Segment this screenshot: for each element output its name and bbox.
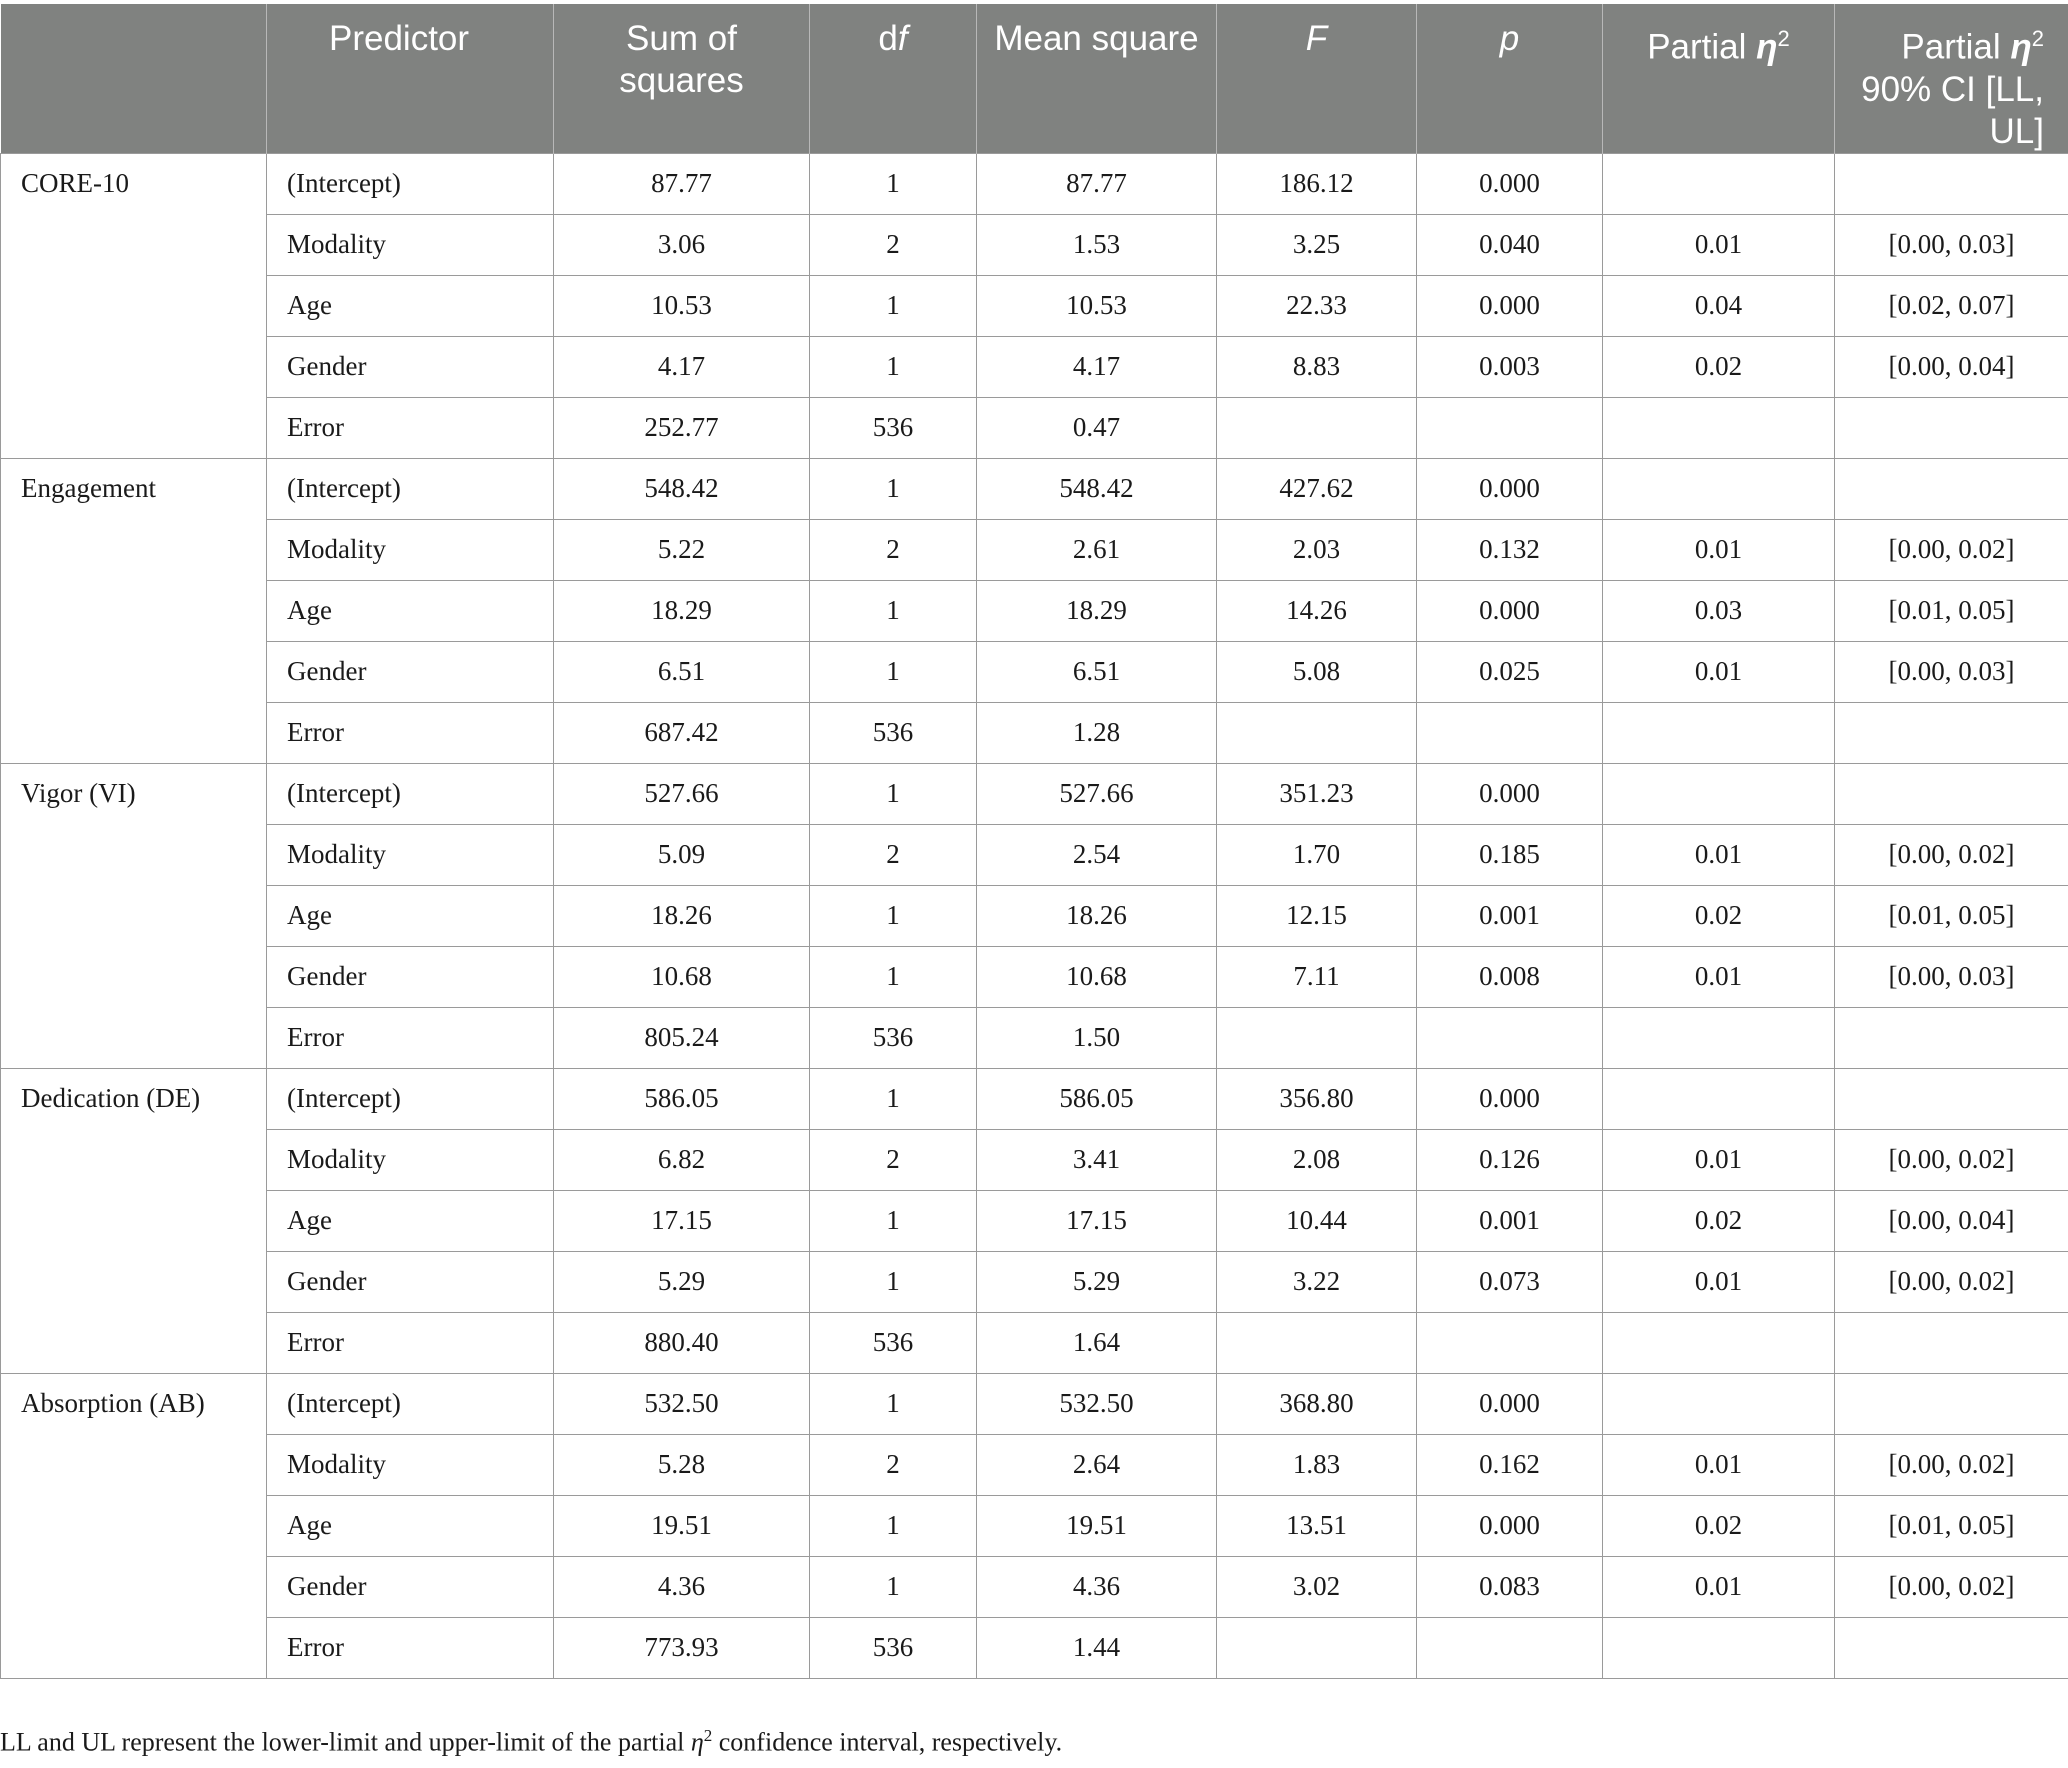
f-value-cell: 5.08 <box>1217 641 1417 702</box>
df-cell: 1 <box>810 1495 977 1556</box>
table-row <box>1 1068 2068 1129</box>
sum-of-squares-cell: 586.05 <box>554 1068 810 1129</box>
partial-eta-ci-cell: [0.00, 0.02] <box>1835 1434 2068 1495</box>
p-value-cell: 0.003 <box>1417 336 1603 397</box>
predictor-cell: (Intercept) <box>267 763 554 824</box>
partial-eta-cell: 0.02 <box>1603 1495 1835 1556</box>
predictor-cell: Modality <box>267 824 554 885</box>
f-value-cell: 3.02 <box>1217 1556 1417 1617</box>
df-cell: 1 <box>810 275 977 336</box>
p-value-cell: 0.073 <box>1417 1251 1603 1312</box>
mean-square-cell: 4.36 <box>977 1556 1217 1617</box>
partial-eta-cell <box>1603 1373 1835 1434</box>
sum-of-squares-cell: 17.15 <box>554 1190 810 1251</box>
mean-square-cell: 19.51 <box>977 1495 1217 1556</box>
table-row <box>1 275 2068 336</box>
f-value-cell: 3.22 <box>1217 1251 1417 1312</box>
mean-square-cell: 18.26 <box>977 885 1217 946</box>
partial-eta-cell: 0.04 <box>1603 275 1835 336</box>
p-value-cell: 0.185 <box>1417 824 1603 885</box>
mean-square-cell: 17.15 <box>977 1190 1217 1251</box>
table-footnote: LL and UL represent the lower-limit and upper-limit of the partial $\eta^2$ confidence interval, respectively. <box>0 1726 1063 1757</box>
partial-eta-ci-cell <box>1835 458 2068 519</box>
partial-eta-ci-cell: [0.00, 0.02] <box>1835 824 2068 885</box>
partial-eta-ci-cell <box>1835 1068 2068 1129</box>
sum-of-squares-cell: 5.09 <box>554 824 810 885</box>
f-value-cell: 14.26 <box>1217 580 1417 641</box>
p-value-cell: 0.000 <box>1417 763 1603 824</box>
sum-of-squares-cell: 6.82 <box>554 1129 810 1190</box>
mean-square-cell: 3.41 <box>977 1129 1217 1190</box>
df-cell: 1 <box>810 1251 977 1312</box>
mean-square-cell: 0.47 <box>977 397 1217 458</box>
mean-square-cell: 10.53 <box>977 275 1217 336</box>
predictor-cell: Modality <box>267 1434 554 1495</box>
partial-eta-cell: 0.01 <box>1603 1556 1835 1617</box>
p-value-cell <box>1417 1007 1603 1068</box>
predictor-cell: Gender <box>267 946 554 1007</box>
df-cell: 1 <box>810 336 977 397</box>
partial-eta-ci-cell: [0.00, 0.02] <box>1835 1556 2068 1617</box>
sum-of-squares-cell: 773.93 <box>554 1617 810 1678</box>
partial-eta-ci-cell: [0.00, 0.03] <box>1835 214 2068 275</box>
table-header <box>1 4 2068 153</box>
predictor-cell: (Intercept) <box>267 1068 554 1129</box>
mean-square-cell: 532.50 <box>977 1373 1217 1434</box>
table-body <box>1 153 2068 1678</box>
table-row <box>1 641 2068 702</box>
sum-of-squares-cell: 5.28 <box>554 1434 810 1495</box>
df-cell: 1 <box>810 946 977 1007</box>
p-value-cell: 0.083 <box>1417 1556 1603 1617</box>
partial-eta-cell: 0.01 <box>1603 1251 1835 1312</box>
partial-eta-cell: 0.01 <box>1603 1129 1835 1190</box>
predictor-cell: (Intercept) <box>267 458 554 519</box>
mean-square-cell: 2.54 <box>977 824 1217 885</box>
mean-square-cell: 5.29 <box>977 1251 1217 1312</box>
p-value-cell: 0.126 <box>1417 1129 1603 1190</box>
mean-square-cell: 1.50 <box>977 1007 1217 1068</box>
partial-eta-cell <box>1603 1617 1835 1678</box>
mean-square-cell: 2.61 <box>977 519 1217 580</box>
partial-eta-ci-cell: [0.00, 0.03] <box>1835 641 2068 702</box>
df-cell: 1 <box>810 763 977 824</box>
df-cell: 2 <box>810 519 977 580</box>
sum-of-squares-cell: 4.36 <box>554 1556 810 1617</box>
f-value-cell: 3.25 <box>1217 214 1417 275</box>
f-value-cell <box>1217 702 1417 763</box>
partial-eta-ci-cell: [0.01, 0.05] <box>1835 1495 2068 1556</box>
predictor-cell: Gender <box>267 1251 554 1312</box>
group-label-cell: Engagement <box>1 458 267 763</box>
header-group <box>1 4 267 153</box>
mean-square-cell: 6.51 <box>977 641 1217 702</box>
sum-of-squares-cell: 5.29 <box>554 1251 810 1312</box>
group-label-cell: Vigor (VI) <box>1 763 267 1068</box>
partial-eta-cell <box>1603 763 1835 824</box>
f-value-cell <box>1217 397 1417 458</box>
mean-square-cell: 1.64 <box>977 1312 1217 1373</box>
f-value-cell <box>1217 1312 1417 1373</box>
table-row <box>1 580 2068 641</box>
table-row <box>1 1495 2068 1556</box>
table-row <box>1 946 2068 1007</box>
partial-eta-ci-cell <box>1835 153 2068 214</box>
partial-eta-cell <box>1603 153 1835 214</box>
header-df: df <box>810 4 977 153</box>
table-row <box>1 702 2068 763</box>
predictor-cell: Gender <box>267 641 554 702</box>
mean-square-cell: 1.44 <box>977 1617 1217 1678</box>
partial-eta-cell: 0.01 <box>1603 214 1835 275</box>
partial-eta-ci-cell: [0.00, 0.04] <box>1835 1190 2068 1251</box>
predictor-cell: (Intercept) <box>267 1373 554 1434</box>
df-cell: 1 <box>810 1373 977 1434</box>
f-value-cell: 8.83 <box>1217 336 1417 397</box>
partial-eta-ci-cell: [0.00, 0.04] <box>1835 336 2068 397</box>
mean-square-cell: 2.64 <box>977 1434 1217 1495</box>
sum-of-squares-cell: 5.22 <box>554 519 810 580</box>
sum-of-squares-cell: 880.40 <box>554 1312 810 1373</box>
partial-eta-ci-cell <box>1835 1617 2068 1678</box>
df-cell: 536 <box>810 1617 977 1678</box>
table-row <box>1 1617 2068 1678</box>
partial-eta-cell <box>1603 397 1835 458</box>
df-cell: 1 <box>810 580 977 641</box>
sum-of-squares-cell: 548.42 <box>554 458 810 519</box>
predictor-cell: Gender <box>267 336 554 397</box>
f-value-cell: 351.23 <box>1217 763 1417 824</box>
p-value-cell: 0.000 <box>1417 580 1603 641</box>
f-value-cell: 186.12 <box>1217 153 1417 214</box>
table-row <box>1 885 2068 946</box>
df-cell: 1 <box>810 641 977 702</box>
df-cell: 1 <box>810 1556 977 1617</box>
partial-eta-cell: 0.01 <box>1603 1434 1835 1495</box>
sum-of-squares-cell: 252.77 <box>554 397 810 458</box>
table-row <box>1 1251 2068 1312</box>
f-value-cell: 2.03 <box>1217 519 1417 580</box>
p-value-cell <box>1417 702 1603 763</box>
partial-eta-ci-cell <box>1835 763 2068 824</box>
predictor-cell: Error <box>267 397 554 458</box>
table-row <box>1 458 2068 519</box>
partial-eta-ci-cell: [0.00, 0.03] <box>1835 946 2068 1007</box>
mean-square-cell: 18.29 <box>977 580 1217 641</box>
mean-square-cell: 4.17 <box>977 336 1217 397</box>
df-cell: 1 <box>810 153 977 214</box>
p-value-cell: 0.000 <box>1417 153 1603 214</box>
sum-of-squares-cell: 18.26 <box>554 885 810 946</box>
f-value-cell: 427.62 <box>1217 458 1417 519</box>
header-mean-square: Mean square <box>977 4 1217 153</box>
group-label-cell: CORE-10 <box>1 153 267 458</box>
f-value-cell: 368.80 <box>1217 1373 1417 1434</box>
partial-eta-ci-cell: [0.01, 0.05] <box>1835 885 2068 946</box>
table-row <box>1 336 2068 397</box>
df-cell: 1 <box>810 885 977 946</box>
f-value-cell: 22.33 <box>1217 275 1417 336</box>
partial-eta-cell <box>1603 1007 1835 1068</box>
predictor-cell: (Intercept) <box>267 153 554 214</box>
predictor-cell: Error <box>267 1007 554 1068</box>
predictor-cell: Age <box>267 275 554 336</box>
partial-eta-ci-cell: [0.02, 0.07] <box>1835 275 2068 336</box>
mean-square-cell: 10.68 <box>977 946 1217 1007</box>
partial-eta-cell <box>1603 458 1835 519</box>
df-cell: 1 <box>810 1190 977 1251</box>
f-value-cell: 1.70 <box>1217 824 1417 885</box>
predictor-cell: Age <box>267 1495 554 1556</box>
predictor-cell: Error <box>267 1312 554 1373</box>
header-partial-eta: Partial $\eta^2$ <box>1603 4 1835 153</box>
header-sum-of-squares: Sum of squares <box>554 4 810 153</box>
p-value-cell: 0.000 <box>1417 1068 1603 1129</box>
sum-of-squares-cell: 527.66 <box>554 763 810 824</box>
mean-square-cell: 527.66 <box>977 763 1217 824</box>
f-value-cell: 12.15 <box>1217 885 1417 946</box>
mean-square-cell: 1.53 <box>977 214 1217 275</box>
table-row <box>1 1312 2068 1373</box>
partial-eta-cell: 0.01 <box>1603 946 1835 1007</box>
table-row <box>1 1007 2068 1068</box>
partial-eta-cell: 0.02 <box>1603 1190 1835 1251</box>
df-cell: 536 <box>810 397 977 458</box>
partial-eta-cell: 0.01 <box>1603 824 1835 885</box>
p-value-cell <box>1417 1312 1603 1373</box>
predictor-cell: Modality <box>267 214 554 275</box>
f-value-cell: 10.44 <box>1217 1190 1417 1251</box>
mean-square-cell: 87.77 <box>977 153 1217 214</box>
sum-of-squares-cell: 6.51 <box>554 641 810 702</box>
predictor-cell: Age <box>267 1190 554 1251</box>
p-value-cell: 0.001 <box>1417 885 1603 946</box>
df-cell: 2 <box>810 214 977 275</box>
table-row <box>1 824 2068 885</box>
p-value-cell: 0.001 <box>1417 1190 1603 1251</box>
partial-eta-ci-cell: [0.00, 0.02] <box>1835 1251 2068 1312</box>
mean-square-cell: 1.28 <box>977 702 1217 763</box>
partial-eta-ci-cell: [0.00, 0.02] <box>1835 1129 2068 1190</box>
mean-square-cell: 548.42 <box>977 458 1217 519</box>
predictor-cell: Gender <box>267 1556 554 1617</box>
p-value-cell: 0.132 <box>1417 519 1603 580</box>
partial-eta-ci-cell <box>1835 1312 2068 1373</box>
df-cell: 536 <box>810 1312 977 1373</box>
predictor-cell: Error <box>267 702 554 763</box>
predictor-cell: Modality <box>267 519 554 580</box>
partial-eta-ci-cell: [0.01, 0.05] <box>1835 580 2068 641</box>
f-value-cell <box>1217 1007 1417 1068</box>
predictor-cell: Age <box>267 580 554 641</box>
f-value-cell: 7.11 <box>1217 946 1417 1007</box>
df-cell: 2 <box>810 1129 977 1190</box>
p-value-cell: 0.008 <box>1417 946 1603 1007</box>
sum-of-squares-cell: 10.68 <box>554 946 810 1007</box>
df-cell: 536 <box>810 1007 977 1068</box>
f-value-cell: 2.08 <box>1217 1129 1417 1190</box>
df-cell: 536 <box>810 702 977 763</box>
header-p: p <box>1417 4 1603 153</box>
partial-eta-cell <box>1603 1068 1835 1129</box>
partial-eta-cell: 0.01 <box>1603 641 1835 702</box>
sum-of-squares-cell: 532.50 <box>554 1373 810 1434</box>
partial-eta-ci-cell <box>1835 1373 2068 1434</box>
table-row <box>1 1190 2068 1251</box>
group-label-cell: Absorption (AB) <box>1 1373 267 1678</box>
f-value-cell <box>1217 1617 1417 1678</box>
partial-eta-cell: 0.03 <box>1603 580 1835 641</box>
p-value-cell <box>1417 1617 1603 1678</box>
sum-of-squares-cell: 19.51 <box>554 1495 810 1556</box>
table-row <box>1 519 2068 580</box>
predictor-cell: Error <box>267 1617 554 1678</box>
p-value-cell: 0.000 <box>1417 1373 1603 1434</box>
header-partial-eta-ci: Partial $\eta^2$ 90% CI [LL, UL] <box>1835 4 2068 153</box>
header-predictor: Predictor <box>267 4 554 153</box>
table-row <box>1 153 2068 214</box>
anova-table <box>0 4 2068 1679</box>
partial-eta-cell <box>1603 1312 1835 1373</box>
p-value-cell: 0.000 <box>1417 1495 1603 1556</box>
table-row <box>1 1556 2068 1617</box>
header-f: F <box>1217 4 1417 153</box>
group-label-cell: Dedication (DE) <box>1 1068 267 1373</box>
sum-of-squares-cell: 4.17 <box>554 336 810 397</box>
table-row <box>1 763 2068 824</box>
p-value-cell <box>1417 397 1603 458</box>
f-value-cell: 356.80 <box>1217 1068 1417 1129</box>
sum-of-squares-cell: 805.24 <box>554 1007 810 1068</box>
sum-of-squares-cell: 10.53 <box>554 275 810 336</box>
sum-of-squares-cell: 3.06 <box>554 214 810 275</box>
f-value-cell: 13.51 <box>1217 1495 1417 1556</box>
table-row <box>1 1373 2068 1434</box>
table-row <box>1 397 2068 458</box>
p-value-cell: 0.000 <box>1417 458 1603 519</box>
df-cell: 2 <box>810 1434 977 1495</box>
p-value-cell: 0.000 <box>1417 275 1603 336</box>
mean-square-cell: 586.05 <box>977 1068 1217 1129</box>
sum-of-squares-cell: 18.29 <box>554 580 810 641</box>
p-value-cell: 0.040 <box>1417 214 1603 275</box>
predictor-cell: Modality <box>267 1129 554 1190</box>
df-cell: 2 <box>810 824 977 885</box>
predictor-cell: Age <box>267 885 554 946</box>
sum-of-squares-cell: 87.77 <box>554 153 810 214</box>
partial-eta-ci-cell <box>1835 1007 2068 1068</box>
p-value-cell: 0.025 <box>1417 641 1603 702</box>
partial-eta-ci-cell <box>1835 397 2068 458</box>
partial-eta-cell <box>1603 702 1835 763</box>
partial-eta-ci-cell: [0.00, 0.02] <box>1835 519 2068 580</box>
partial-eta-cell: 0.02 <box>1603 336 1835 397</box>
partial-eta-cell: 0.01 <box>1603 519 1835 580</box>
sum-of-squares-cell: 687.42 <box>554 702 810 763</box>
partial-eta-ci-cell <box>1835 702 2068 763</box>
table-row <box>1 214 2068 275</box>
df-cell: 1 <box>810 1068 977 1129</box>
p-value-cell: 0.162 <box>1417 1434 1603 1495</box>
table-row <box>1 1129 2068 1190</box>
df-cell: 1 <box>810 458 977 519</box>
partial-eta-cell: 0.02 <box>1603 885 1835 946</box>
f-value-cell: 1.83 <box>1217 1434 1417 1495</box>
table-row <box>1 1434 2068 1495</box>
